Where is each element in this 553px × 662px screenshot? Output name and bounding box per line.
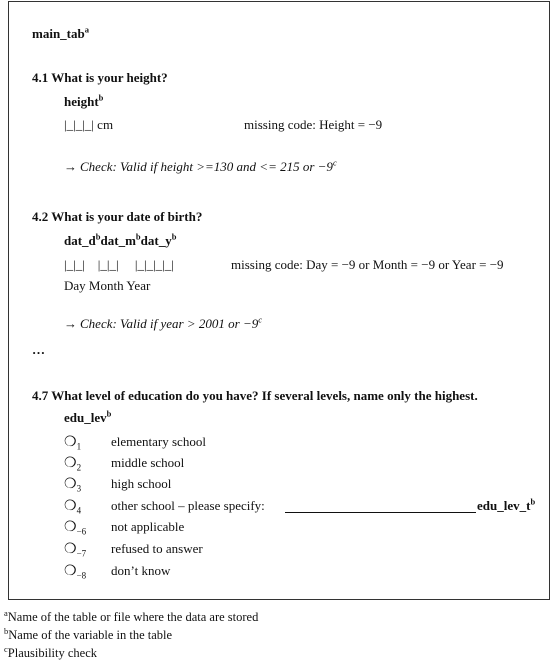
option-middle-school[interactable]: $❍_2$: [64, 456, 82, 473]
question-4-1-title: 4.1 What is your height?: [32, 70, 168, 85]
date-check-rule: → Check: Valid if year > 2001 or $-9^c$: [64, 314, 262, 331]
height-input-field[interactable]: |_|_|_| cm: [64, 117, 114, 132]
radio-circle-icon: ❍: [64, 564, 77, 579]
footnote-c: $^c$Plausibility check: [4, 643, 98, 660]
table-name-heading: main_tab$^a$: [32, 24, 89, 41]
option-elementary-school[interactable]: $❍_1$: [64, 435, 82, 452]
radio-circle-icon: ❍: [64, 477, 77, 492]
option-label: not applicable: [111, 519, 185, 534]
date-of-birth-input-fields[interactable]: |_|_| |_|_| |_|_|_|_|: [64, 257, 174, 272]
option-label: elementary school: [111, 434, 206, 449]
option-high-school[interactable]: $❍_3$: [64, 477, 82, 494]
specify-text-field[interactable]: [285, 512, 476, 513]
option-label: don’t know: [111, 563, 171, 578]
arrow-right-icon: →: [64, 159, 77, 174]
option-refused-to-answer[interactable]: $❍_{-7}$: [64, 542, 87, 559]
questionnaire-frame: [8, 1, 550, 600]
option-label: middle school: [111, 455, 185, 470]
footnote-b: $^b$Name of the variable in the table: [4, 625, 173, 642]
date-missing-code: missing code: Day = −9 or Month = −9 or Year = −9: [231, 257, 504, 272]
question-4-2-title: 4.2 What is your date of birth?: [32, 209, 203, 224]
footnote-a: $^a$Name of the table or file where the data are stored: [4, 607, 259, 624]
radio-circle-icon: ❍: [64, 456, 77, 471]
radio-circle-icon: ❍: [64, 542, 77, 557]
variable-date-of-birth: $dat\_d^bdat\_m^bdat\_y^b$: [64, 231, 177, 248]
variable-height: height$^b$: [64, 92, 104, 109]
radio-circle-icon: ❍: [64, 435, 77, 450]
height-check-rule: → Check: Valid if height >=130 and <= 215 or $-9^c$: [64, 157, 337, 174]
option-other-school[interactable]: $❍_4$: [64, 499, 82, 516]
height-missing-code: missing code: Height = −9: [244, 117, 383, 132]
omitted-questions-ellipsis: …: [32, 342, 45, 357]
question-4-7-title: 4.7 What level of education do you have? If several levels, name only the highest.: [32, 388, 478, 403]
option-not-applicable[interactable]: $❍_{-6}$: [64, 520, 87, 537]
radio-circle-icon: ❍: [64, 520, 77, 535]
option-label: other school – please specify:: [111, 498, 265, 513]
date-field-labels: Day Month Year: [64, 278, 151, 293]
option-label: refused to answer: [111, 541, 203, 556]
variable-edu-lev-t: $edu\_lev\_t^b$: [477, 496, 536, 513]
arrow-right-icon: →: [64, 316, 77, 331]
option-dont-know[interactable]: $❍_{-8}$: [64, 564, 87, 581]
radio-circle-icon: ❍: [64, 499, 77, 514]
option-label: high school: [111, 476, 172, 491]
variable-edu-lev: edu_lev$^b$: [64, 408, 112, 425]
